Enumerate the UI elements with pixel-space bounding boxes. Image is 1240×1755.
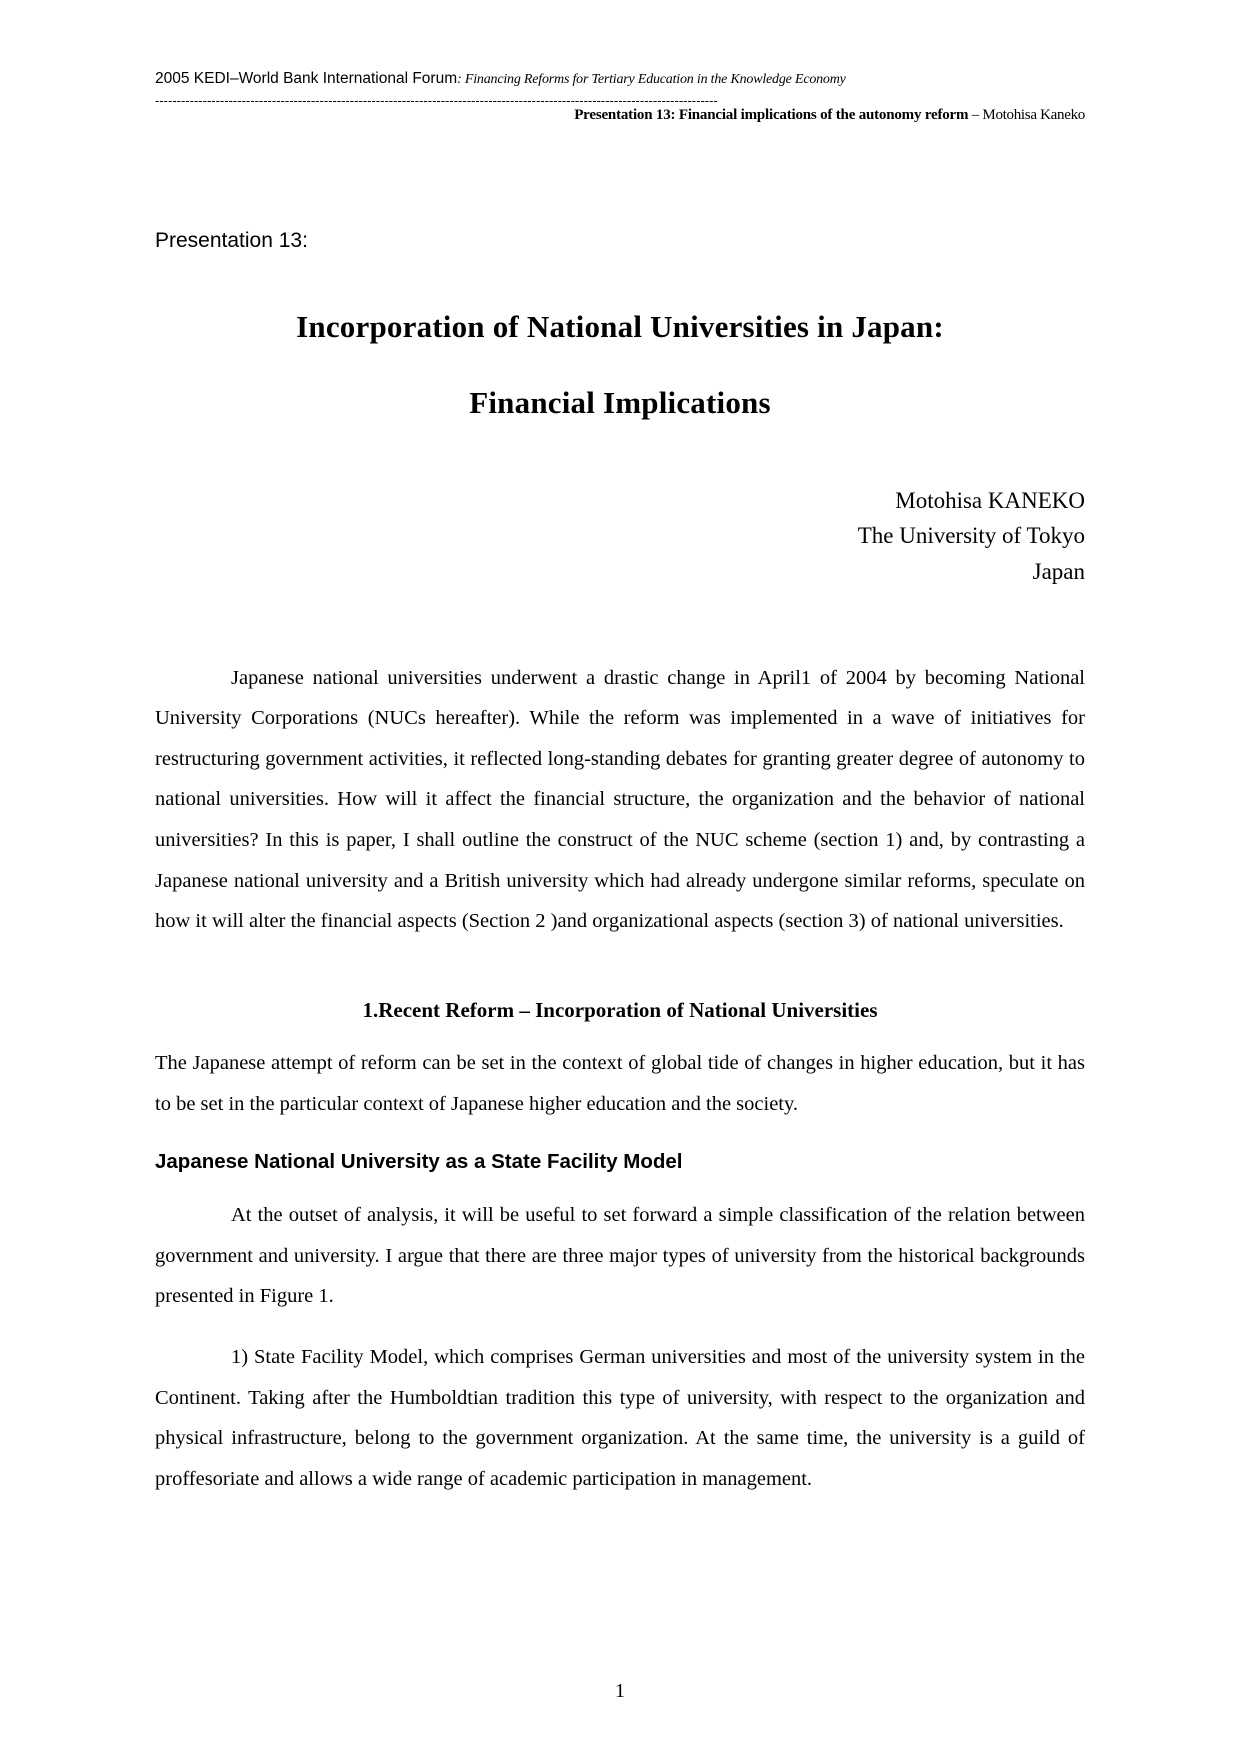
forum-title: : Financing Reforms for Tertiary Education in the Knowledge Economy bbox=[457, 72, 846, 87]
page-number: 1 bbox=[615, 1680, 625, 1702]
presentation-title: Presentation 13: Financial implications of the autonomy reform bbox=[574, 106, 969, 123]
page-subtitle: Financial Implications bbox=[469, 384, 771, 420]
author-affiliation: The University of Tokyo bbox=[857, 523, 1085, 549]
author-name: Motohisa KANEKO bbox=[895, 487, 1085, 513]
forum-prefix: 2005 KEDI–World Bank International Forum bbox=[155, 70, 458, 87]
running-header-presentation bbox=[155, 107, 1085, 124]
section-1-heading: 1.Recent Reform – Incorporation of National Universities bbox=[362, 997, 878, 1022]
author-country: Japan bbox=[1032, 559, 1085, 585]
subheading-state-facility-model: Japanese National University as a State Facility Model bbox=[155, 1150, 683, 1174]
presentation-author: – Motohisa Kaneko bbox=[968, 106, 1085, 123]
section-1-paragraph-2: At the outset of analysis, it will be useful to set forward a simple classification of the relation between government and university. I argue that there are three major types of university from the historical backgrounds presented in Figure 1. bbox=[155, 1203, 1085, 1308]
author-block bbox=[155, 483, 1085, 590]
presentation-label: Presentation 13: bbox=[155, 228, 308, 252]
abstract-paragraph: Japanese national universities underwent a drastic change in April1 of 2004 by becoming National University Corporations (NUCs hereafter). While the reform was implemented in a wave of initiatives for restructuring government activities, it reflected long-standing debates for granting greater degree of autonomy to national universities. How will it affect the financial structure, the organization and the behavior of national universities? In this is paper, I shall outline the construct of the NUC scheme (section 1) and, by contrasting a Japanese national university and a British university which had already undergone similar reforms, speculate on how it will alter the financial aspects (Section 2 )and organizational aspects (section 3) of national universities. bbox=[155, 666, 1085, 933]
header-divider: ---------------------------------------------------------------------------------------------------------------------------------- bbox=[155, 92, 718, 108]
page-title: Incorporation of National Universities in Japan: bbox=[296, 308, 944, 344]
running-header-forum bbox=[155, 70, 1085, 89]
section-1-paragraph-3: 1) State Facility Model, which comprises German universities and most of the university system in the Continent. Taking after the Humboldtian tradition this type of university, with respect to the organization and physical infrastructure, belong to the government organization. At the same time, the university is a guild of proffesoriate and allows a wide range of academic participation in management. bbox=[155, 1346, 1085, 1490]
section-1-paragraph-1: The Japanese attempt of reform can be set in the context of global tide of changes in higher education, but it has to be set in the particular context of Japanese higher education and the society. bbox=[155, 1052, 1085, 1115]
